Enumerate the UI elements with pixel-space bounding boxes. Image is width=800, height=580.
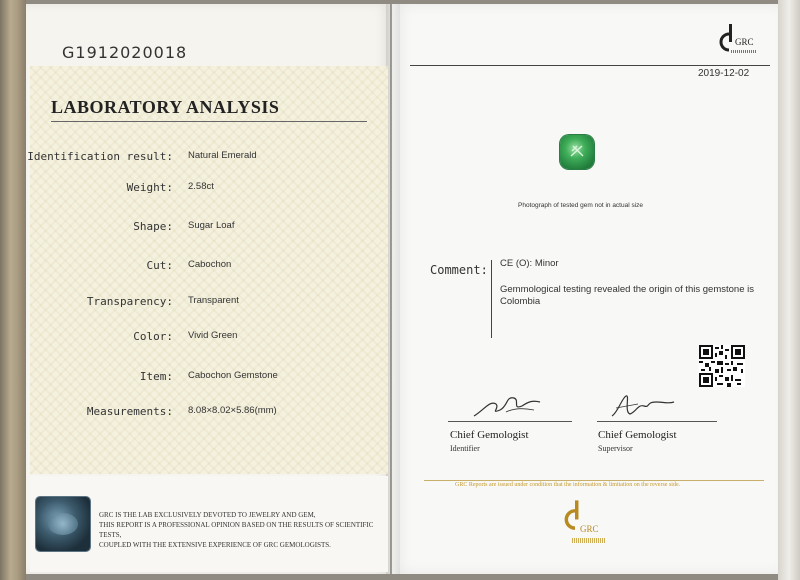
lab-analysis-title: LABORATORY ANALYSIS <box>51 97 280 117</box>
report-date: 2019-12-02 <box>698 68 750 79</box>
qr-code-icon <box>699 345 745 387</box>
grc-logo-gold <box>562 500 612 552</box>
result-row <box>30 220 388 240</box>
grc-logo <box>718 22 758 58</box>
page-fold <box>386 4 400 574</box>
transparency-label: Transparency: <box>86 295 173 308</box>
signature-line <box>448 421 572 422</box>
signatory-title: Chief Gemologist <box>450 429 529 441</box>
logo-subtext <box>731 50 757 53</box>
result-row <box>30 259 388 279</box>
measurements-label: Measurements: <box>86 405 173 418</box>
gem-photo <box>560 135 594 169</box>
gem-engraving-icon <box>569 143 585 159</box>
shape-label: Shape: <box>133 220 173 233</box>
footer-rule <box>424 480 764 481</box>
comment-divider <box>491 260 492 338</box>
title-divider <box>51 121 367 122</box>
signatory-role: Identifier <box>450 444 480 453</box>
identifier-signature <box>470 390 550 420</box>
measurements-value: 8.08×8.02×5.86(mm) <box>188 405 277 416</box>
photo-caption: Photograph of tested gem not in actual size <box>518 202 644 209</box>
result-row <box>27 150 388 170</box>
signatory-title: Chief Gemologist <box>598 429 677 441</box>
comment-label: Comment: <box>430 263 488 277</box>
book-spine <box>0 0 26 580</box>
weight-value: 2.58ct <box>188 181 214 192</box>
transparency-value: Transparent <box>188 295 239 306</box>
logo-text: GRC <box>580 524 599 534</box>
hologram-seal-icon <box>36 497 90 551</box>
page-edge <box>778 0 800 580</box>
color-label: Color: <box>133 330 173 343</box>
signature-line <box>597 421 717 422</box>
logo-subtext <box>572 538 606 543</box>
disclaimer-line: THIS REPORT IS A PROFESSIONAL OPINION BASED ON THE RESULTS OF SCIENTIFIC TESTS, <box>99 521 374 539</box>
certificate-number: G1912020018 <box>62 43 188 62</box>
disclaimer <box>99 510 379 550</box>
identification-value: Natural Emerald <box>188 150 257 161</box>
supervisor-signature <box>608 390 678 420</box>
disclaimer-line: GRC IS THE LAB EXCLUSIVELY DEVOTED TO JEWELRY AND GEM, <box>99 511 316 519</box>
result-row <box>30 181 388 201</box>
result-row <box>30 370 388 390</box>
result-row <box>30 405 388 425</box>
shape-value: Sugar Loaf <box>188 220 235 231</box>
color-value: Vivid Green <box>188 330 238 341</box>
item-value: Cabochon Gemstone <box>188 370 278 381</box>
identification-label: Identification result: <box>27 150 173 163</box>
item-label: Item: <box>139 370 173 383</box>
disclaimer-line: COUPLED WITH THE EXTENSIVE EXPERIENCE OF GRC GEMOLOGISTS. <box>99 541 331 549</box>
cut-label: Cut: <box>146 259 173 272</box>
cut-value: Cabochon <box>188 259 232 270</box>
header-rule <box>410 65 770 66</box>
comment-origin: Gemmological testing revealed the origin of this gemstone is Colombia <box>500 284 754 307</box>
weight-label: Weight: <box>126 181 173 194</box>
result-row <box>30 330 388 350</box>
result-row <box>30 295 388 315</box>
comment-clarity: CE (O): Minor <box>500 258 559 269</box>
signatory-role: Supervisor <box>598 444 633 453</box>
logo-text: GRC <box>735 37 754 47</box>
report-terms: GRC Reports are issued under condition that the information & limitation on the reverse side. <box>455 482 681 488</box>
